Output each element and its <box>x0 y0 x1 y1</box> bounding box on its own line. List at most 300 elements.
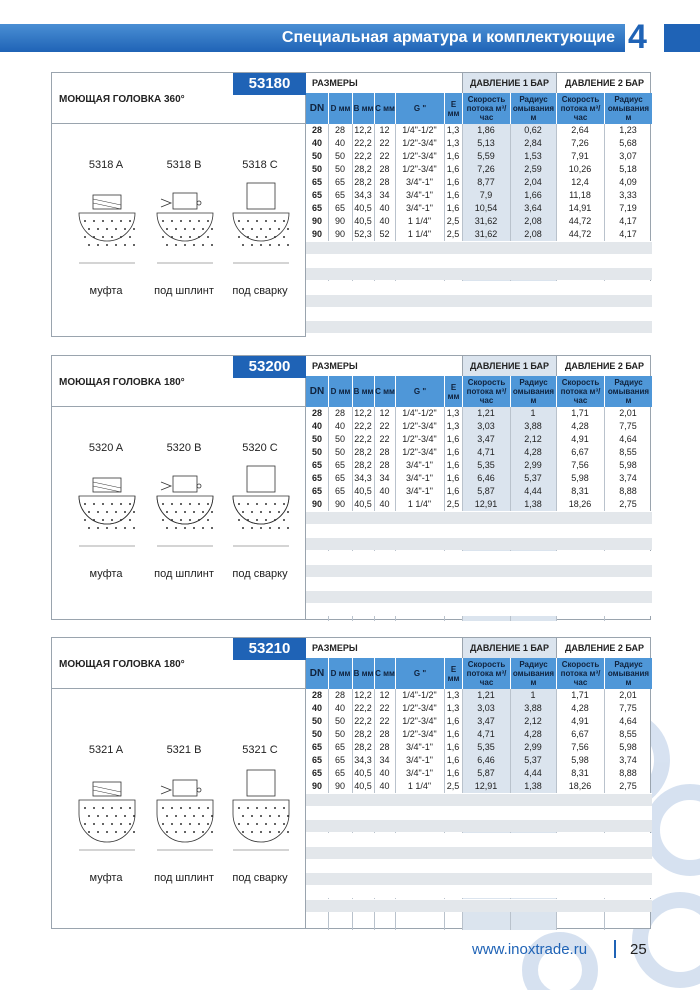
table-cell: 65 <box>334 203 345 213</box>
table-cell: 3/4"-1" <box>406 755 433 765</box>
chapter-number: 4 <box>628 18 647 56</box>
column-header: D мм <box>328 376 352 407</box>
table-cell: 1,6 <box>446 473 460 483</box>
table-cell: 1,71 <box>571 408 589 418</box>
table-cell: 3/4"-1" <box>406 742 433 752</box>
table-cell: 28 <box>379 729 390 739</box>
empty-row <box>306 590 652 603</box>
table-cell: 40 <box>334 421 345 431</box>
table-cell: 4,71 <box>477 447 495 457</box>
figure-code: 5318 C <box>242 159 278 171</box>
table-cell: 44,72 <box>568 229 592 239</box>
table-cell: 22,2 <box>354 138 372 148</box>
column-header: Радиус омывания м <box>510 658 556 689</box>
column-header-row <box>306 93 652 124</box>
table-cell: 8,88 <box>619 768 637 778</box>
product-title: МОЮЩАЯ ГОЛОВКА 180° <box>59 659 185 670</box>
column-header: B мм <box>352 93 374 124</box>
table-cell: 34,3 <box>354 473 372 483</box>
spec-table <box>306 73 652 338</box>
figure-label: под сварку <box>232 285 288 297</box>
table-cell: 1,6 <box>446 203 460 213</box>
table-cell: 7,75 <box>619 703 637 713</box>
table-cell: 65 <box>334 486 345 496</box>
empty-row <box>306 537 652 550</box>
empty-row <box>306 281 652 294</box>
table-row <box>306 446 652 459</box>
column-header: E мм <box>444 658 462 689</box>
table-row <box>306 498 652 511</box>
table-cell: 8,31 <box>571 486 589 496</box>
table-cell: 3/4"-1" <box>406 768 433 778</box>
table-cell: 2,99 <box>524 460 542 470</box>
product-figure <box>219 416 301 616</box>
empty-row <box>306 885 652 898</box>
table-cell: 3/4"-1" <box>406 203 433 213</box>
column-header: Скорость потока м³/час <box>462 376 510 407</box>
table-cell: 65 <box>334 473 345 483</box>
table-cell: 12,2 <box>354 125 372 135</box>
table-cell: 90 <box>334 216 345 226</box>
table-cell: 4,71 <box>477 729 495 739</box>
empty-row <box>306 872 652 885</box>
table-cell: 2,04 <box>524 177 542 187</box>
table-cell: 7,56 <box>571 742 589 752</box>
table-cell: 1,6 <box>446 164 460 174</box>
figure-label: под шплинт <box>154 872 214 884</box>
figure-code: 5320 B <box>166 442 202 454</box>
column-header: Радиус омывания м <box>604 658 652 689</box>
table-row <box>306 459 652 472</box>
column-header: Скорость потока м³/час <box>462 93 510 124</box>
table-row <box>306 780 652 793</box>
table-cell: 28 <box>379 742 390 752</box>
table-cell: 1 1/4" <box>407 781 432 791</box>
table-cell: 28,2 <box>354 164 372 174</box>
table-cell: 34 <box>379 755 390 765</box>
table-cell: 1/4"-1/2" <box>402 125 437 135</box>
dimensions-header: РАЗМЕРЫ <box>312 643 358 653</box>
table-row <box>306 741 652 754</box>
table-cell: 50 <box>311 434 322 444</box>
column-header: G " <box>395 658 444 689</box>
product-figure <box>143 416 225 616</box>
product-figure <box>65 133 147 333</box>
column-header: DN <box>309 386 325 397</box>
spec-table <box>306 356 652 621</box>
table-cell: 28 <box>311 125 322 135</box>
table-cell: 14,91 <box>568 203 592 213</box>
cleaning-head-drawing <box>147 460 223 556</box>
table-cell: 50 <box>334 447 345 457</box>
table-cell: 50 <box>334 716 345 726</box>
table-row <box>306 689 652 702</box>
table-cell: 2,08 <box>524 229 542 239</box>
empty-row <box>306 333 652 346</box>
table-cell: 3,88 <box>524 421 542 431</box>
table-cell: 5,87 <box>477 768 495 778</box>
table-cell: 10,54 <box>474 203 498 213</box>
table-cell: 5,98 <box>571 755 589 765</box>
empty-row <box>306 564 652 577</box>
table-cell: 31,62 <box>474 216 498 226</box>
table-cell: 5,35 <box>477 460 495 470</box>
table-cell: 28 <box>334 125 345 135</box>
table-cell: 8,55 <box>619 447 637 457</box>
table-cell: 5,37 <box>524 473 542 483</box>
table-cell: 1,3 <box>446 690 460 700</box>
table-cell: 8,88 <box>619 486 637 496</box>
table-cell: 2,08 <box>524 216 542 226</box>
table-cell: 3/4"-1" <box>406 473 433 483</box>
cleaning-head-drawing <box>69 764 145 860</box>
empty-row <box>306 551 652 564</box>
table-cell: 4,17 <box>619 216 637 226</box>
table-cell: 1,53 <box>524 151 542 161</box>
table-cell: 3,33 <box>619 190 637 200</box>
table-cell: 22 <box>379 421 390 431</box>
table-cell: 2,5 <box>446 229 460 239</box>
table-cell: 65 <box>311 473 322 483</box>
panel-divider <box>52 688 306 689</box>
table-cell: 5,68 <box>619 138 637 148</box>
table-cell: 7,19 <box>619 203 637 213</box>
column-header: C мм <box>374 93 395 124</box>
pressure-1-header: ДАВЛЕНИЕ 1 БАР <box>462 356 556 376</box>
column-header: D мм <box>328 658 352 689</box>
pressure-2-header: ДАВЛЕНИЕ 2 БАР <box>556 73 652 93</box>
table-cell: 1,38 <box>524 499 542 509</box>
table-cell: 5,98 <box>619 460 637 470</box>
table-cell: 40 <box>379 203 390 213</box>
table-cell: 28,2 <box>354 177 372 187</box>
table-cell: 1,6 <box>446 742 460 752</box>
header-bar <box>0 24 625 52</box>
figure-code: 5320 A <box>88 442 124 454</box>
table-row <box>306 433 652 446</box>
table-cell: 65 <box>334 177 345 187</box>
column-header: Скорость потока м³/час <box>556 376 604 407</box>
cleaning-head-drawing <box>223 177 299 273</box>
table-cell: 12,2 <box>354 690 372 700</box>
table-cell: 28 <box>311 690 322 700</box>
table-cell: 7,9 <box>479 190 493 200</box>
table-cell: 50 <box>334 434 345 444</box>
table-cell: 3/4"-1" <box>406 190 433 200</box>
empty-row <box>306 267 652 280</box>
table-cell: 4,64 <box>619 716 637 726</box>
figure-label: муфта <box>89 568 123 580</box>
table-cell: 65 <box>311 755 322 765</box>
cleaning-head-drawing <box>69 460 145 556</box>
table-cell: 65 <box>311 177 322 187</box>
table-cell: 2,01 <box>619 690 637 700</box>
table-cell: 65 <box>334 755 345 765</box>
table-cell: 1,6 <box>446 755 460 765</box>
table-cell: 90 <box>311 499 322 509</box>
column-header: Скорость потока м³/час <box>556 93 604 124</box>
panel-divider <box>52 406 306 407</box>
figure-label: муфта <box>89 872 123 884</box>
table-cell: 50 <box>334 164 345 174</box>
table-row <box>306 754 652 767</box>
product-code: 53210 <box>233 638 306 660</box>
table-row <box>306 137 652 150</box>
table-cell: 1,21 <box>477 408 495 418</box>
table-cell: 28,2 <box>354 447 372 457</box>
table-cell: 3/4"-1" <box>406 177 433 187</box>
product-code: 53180 <box>233 73 306 95</box>
table-cell: 3/4"-1" <box>406 486 433 496</box>
table-cell: 1,6 <box>446 486 460 496</box>
table-cell: 3,64 <box>524 203 542 213</box>
table-cell: 12 <box>379 125 390 135</box>
footer-separator <box>614 940 616 958</box>
table-cell: 6,46 <box>477 755 495 765</box>
product-panel <box>52 356 306 619</box>
figure-code: 5318 B <box>166 159 202 171</box>
table-cell: 5,98 <box>619 742 637 752</box>
table-cell: 1/2"-3/4" <box>402 421 437 431</box>
table-cell: 28 <box>379 177 390 187</box>
table-cell: 28 <box>311 408 322 418</box>
table-cell: 1,6 <box>446 768 460 778</box>
product-figure <box>65 416 147 616</box>
table-cell: 6,46 <box>477 473 495 483</box>
table-cell: 7,91 <box>571 151 589 161</box>
figure-label: муфта <box>89 285 123 297</box>
table-cell: 12,4 <box>571 177 589 187</box>
table-cell: 11,18 <box>569 190 591 200</box>
column-header: E мм <box>444 376 462 407</box>
column-header: D мм <box>328 93 352 124</box>
empty-row <box>306 806 652 819</box>
empty-row <box>306 294 652 307</box>
table-cell: 40 <box>311 703 322 713</box>
table-cell: 40 <box>311 138 322 148</box>
table-cell: 8,55 <box>619 729 637 739</box>
table-row <box>306 163 652 176</box>
product-figure <box>143 133 225 333</box>
table-cell: 22,2 <box>354 421 372 431</box>
table-row <box>306 715 652 728</box>
product-section <box>51 355 651 620</box>
table-cell: 65 <box>311 190 322 200</box>
table-cell: 1 1/4" <box>407 216 432 226</box>
table-cell: 4,09 <box>619 177 637 187</box>
table-cell: 90 <box>334 499 345 509</box>
chapter-strip <box>664 24 700 52</box>
column-header: B мм <box>352 658 374 689</box>
table-cell: 22,2 <box>354 703 372 713</box>
table-cell: 40,5 <box>354 216 372 226</box>
empty-row <box>306 524 652 537</box>
table-cell: 65 <box>334 742 345 752</box>
table-cell: 52 <box>379 229 390 239</box>
product-title: МОЮЩАЯ ГОЛОВКА 360° <box>59 94 185 105</box>
column-header: B мм <box>352 376 374 407</box>
table-cell: 28,2 <box>354 742 372 752</box>
table-cell: 50 <box>334 729 345 739</box>
column-header: G " <box>395 93 444 124</box>
table-cell: 1 1/4" <box>407 229 432 239</box>
table-row <box>306 472 652 485</box>
table-cell: 2,59 <box>524 164 542 174</box>
table-cell: 22,2 <box>354 434 372 444</box>
table-cell: 2,5 <box>446 781 460 791</box>
product-figure <box>65 698 147 898</box>
table-cell: 22 <box>379 138 390 148</box>
figure-code: 5321 C <box>242 744 278 756</box>
table-row <box>306 407 652 420</box>
table-cell: 1,6 <box>446 434 460 444</box>
empty-row <box>306 511 652 524</box>
table-cell: 7,26 <box>571 138 589 148</box>
table-cell: 1 <box>530 408 536 418</box>
table-cell: 5,37 <box>524 755 542 765</box>
table-cell: 1/2"-3/4" <box>402 729 437 739</box>
product-panel <box>52 638 306 928</box>
table-cell: 1/2"-3/4" <box>402 164 437 174</box>
table-cell: 1,6 <box>446 151 460 161</box>
table-cell: 1/4"-1/2" <box>402 690 437 700</box>
cleaning-head-drawing <box>69 177 145 273</box>
table-cell: 40 <box>379 216 390 226</box>
table-row <box>306 124 652 137</box>
table-cell: 1/2"-3/4" <box>402 447 437 457</box>
table-cell: 2,75 <box>619 781 637 791</box>
column-header: Скорость потока м³/час <box>556 658 604 689</box>
table-cell: 65 <box>334 190 345 200</box>
table-cell: 5,87 <box>477 486 495 496</box>
table-cell: 65 <box>311 203 322 213</box>
product-figure <box>219 698 301 898</box>
product-figure <box>219 133 301 333</box>
figure-code: 5320 C <box>242 442 278 454</box>
table-cell: 28,2 <box>354 460 372 470</box>
empty-row <box>306 833 652 846</box>
empty-row <box>306 577 652 590</box>
table-cell: 50 <box>334 151 345 161</box>
table-row <box>306 202 652 215</box>
table-cell: 40,5 <box>354 768 372 778</box>
table-cell: 4,44 <box>524 486 542 496</box>
table-cell: 8,77 <box>477 177 495 187</box>
page-number: 25 <box>630 941 647 958</box>
table-cell: 3,74 <box>619 755 637 765</box>
table-cell: 12,91 <box>474 499 498 509</box>
table-cell: 40,5 <box>354 203 372 213</box>
table-cell: 2,12 <box>524 434 542 444</box>
table-cell: 2,99 <box>524 742 542 752</box>
table-cell: 1,21 <box>477 690 495 700</box>
table-cell: 4,17 <box>619 229 637 239</box>
footer-url[interactable]: www.inoxtrade.ru <box>472 941 588 958</box>
table-cell: 3,03 <box>477 703 495 713</box>
table-cell: 5,35 <box>477 742 495 752</box>
table-cell: 3,88 <box>524 703 542 713</box>
dimensions-header: РАЗМЕРЫ <box>312 78 358 88</box>
table-cell: 1/2"-3/4" <box>402 138 437 148</box>
table-cell: 4,64 <box>619 434 637 444</box>
table-cell: 22 <box>379 434 390 444</box>
figure-label: под шплинт <box>154 285 214 297</box>
table-cell: 2,64 <box>571 125 589 135</box>
table-cell: 34 <box>379 190 390 200</box>
table-cell: 65 <box>311 742 322 752</box>
table-cell: 5,98 <box>571 473 589 483</box>
table-cell: 1,71 <box>571 690 589 700</box>
table-cell: 2,12 <box>524 716 542 726</box>
table-cell: 40,5 <box>354 781 372 791</box>
table-cell: 28 <box>379 460 390 470</box>
table-cell: 28 <box>379 447 390 457</box>
empty-row <box>306 793 652 806</box>
table-cell: 1,3 <box>446 125 460 135</box>
table-cell: 31,62 <box>474 229 498 239</box>
table-cell: 4,28 <box>524 447 542 457</box>
table-cell: 28 <box>334 690 345 700</box>
table-cell: 3,47 <box>477 434 495 444</box>
table-cell: 65 <box>311 768 322 778</box>
table-cell: 3,07 <box>619 151 637 161</box>
product-section <box>51 72 651 337</box>
empty-row <box>306 819 652 832</box>
table-cell: 4,28 <box>571 421 589 431</box>
column-header: G " <box>395 376 444 407</box>
pressure-1-header: ДАВЛЕНИЕ 1 БАР <box>462 638 556 658</box>
pressure-1-header: ДАВЛЕНИЕ 1 БАР <box>462 73 556 93</box>
table-cell: 1,86 <box>477 125 495 135</box>
table-cell: 1 1/4" <box>407 499 432 509</box>
empty-row <box>306 307 652 320</box>
table-cell: 65 <box>334 768 345 778</box>
table-cell: 6,67 <box>571 447 589 457</box>
table-cell: 90 <box>311 229 322 239</box>
table-cell: 34 <box>379 473 390 483</box>
table-cell: 50 <box>311 447 322 457</box>
table-cell: 22,2 <box>354 716 372 726</box>
table-cell: 22 <box>379 716 390 726</box>
table-cell: 1,3 <box>446 703 460 713</box>
column-header: DN <box>309 103 325 114</box>
page-title: Специальная арматура и комплектующие <box>281 29 615 46</box>
table-cell: 5,13 <box>477 138 495 148</box>
table-cell: 18,26 <box>568 781 592 791</box>
table-cell: 40 <box>379 486 390 496</box>
empty-row <box>306 241 652 254</box>
pressure-2-header: ДАВЛЕНИЕ 2 БАР <box>556 638 652 658</box>
table-row <box>306 189 652 202</box>
column-header: C мм <box>374 376 395 407</box>
table-cell: 8,31 <box>571 768 589 778</box>
table-cell: 12,2 <box>354 408 372 418</box>
chapter-box <box>628 20 664 56</box>
cleaning-head-drawing <box>147 177 223 273</box>
product-code: 53200 <box>233 356 306 378</box>
table-cell: 1,6 <box>446 729 460 739</box>
empty-row <box>306 899 652 912</box>
dimensions-header: РАЗМЕРЫ <box>312 361 358 371</box>
column-header: Скорость потока м³/час <box>462 658 510 689</box>
empty-row <box>306 254 652 267</box>
table-cell: 3,03 <box>477 421 495 431</box>
figure-label: под сварку <box>232 872 288 884</box>
table-row <box>306 702 652 715</box>
table-cell: 4,91 <box>571 434 589 444</box>
table-cell: 28 <box>334 408 345 418</box>
table-cell: 1,6 <box>446 190 460 200</box>
